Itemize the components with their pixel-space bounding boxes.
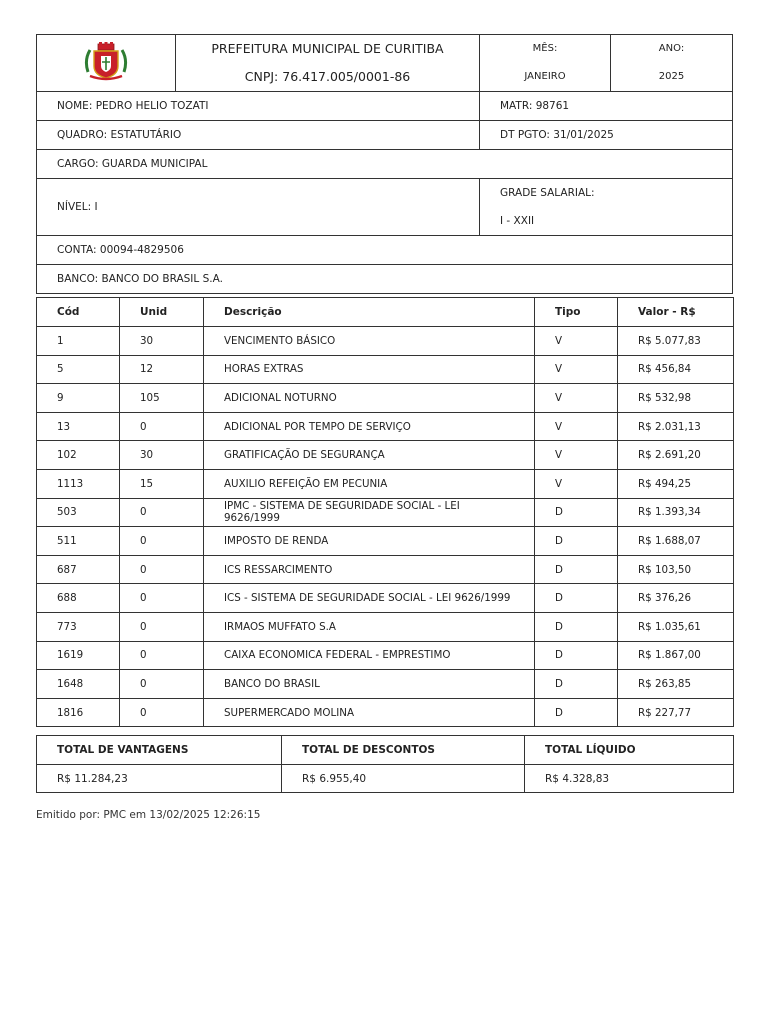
table-row	[37, 527, 734, 556]
bank-account: CONTA: 00094-4829506	[37, 236, 733, 265]
table-row	[37, 498, 734, 527]
item-unid: 0	[120, 527, 204, 556]
table-row	[37, 555, 734, 584]
item-valor: R$ 5.077,83	[618, 327, 734, 356]
item-descricao: SUPERMERCADO MOLINA	[204, 698, 535, 727]
totals-table	[36, 735, 734, 793]
item-descricao: GRATIFICAÇÃO DE SEGURANÇA	[204, 441, 535, 470]
item-cod: 773	[37, 612, 120, 641]
item-valor: R$ 1.688,07	[618, 527, 734, 556]
item-cod: 13	[37, 412, 120, 441]
item-valor: R$ 1.393,34	[618, 498, 734, 527]
item-tipo: D	[535, 527, 618, 556]
item-cod: 1619	[37, 641, 120, 670]
header-table	[36, 34, 733, 294]
item-tipo: D	[535, 498, 618, 527]
payment-date: DT PGTO: 31/01/2025	[480, 121, 733, 150]
employee-cargo: CARGO: GUARDA MUNICIPAL	[37, 150, 733, 179]
item-valor: R$ 2.691,20	[618, 441, 734, 470]
item-cod: 1	[37, 327, 120, 356]
item-descricao: VENCIMENTO BÁSICO	[204, 327, 535, 356]
item-cod: 9	[37, 384, 120, 413]
year-cell	[611, 35, 733, 92]
item-cod: 687	[37, 555, 120, 584]
table-row	[37, 441, 734, 470]
item-unid: 0	[120, 698, 204, 727]
bank-name: BANCO: BANCO DO BRASIL S.A.	[37, 265, 733, 294]
year-value: 2025	[658, 71, 685, 82]
item-valor: R$ 2.031,13	[618, 412, 734, 441]
total-descontos-value: R$ 6.955,40	[282, 765, 525, 793]
total-liquido-value: R$ 4.328,83	[525, 765, 734, 793]
item-unid: 0	[120, 498, 204, 527]
item-descricao: ADICIONAL POR TEMPO DE SERVIÇO	[204, 412, 535, 441]
item-descricao: BANCO DO BRASIL	[204, 670, 535, 699]
item-descricao: ICS - SISTEMA DE SEGURIDADE SOCIAL - LEI 9626/1999	[204, 584, 535, 613]
month-cell	[480, 35, 611, 92]
salary-grade-label: GRADE SALARIAL:	[500, 187, 595, 199]
item-tipo: D	[535, 698, 618, 727]
item-cod: 102	[37, 441, 120, 470]
item-descricao: ICS RESSARCIMENTO	[204, 555, 535, 584]
month-label: MÊS:	[532, 43, 558, 54]
total-liquido-label: TOTAL LÍQUIDO	[525, 736, 734, 765]
month-value: JANEIRO	[524, 71, 566, 82]
item-valor: R$ 494,25	[618, 469, 734, 498]
employee-name: NOME: PEDRO HELIO TOZATI	[37, 92, 480, 121]
table-row	[37, 384, 734, 413]
logo-cell	[37, 35, 176, 92]
item-valor: R$ 376,26	[618, 584, 734, 613]
item-unid: 0	[120, 412, 204, 441]
item-tipo: D	[535, 670, 618, 699]
table-row	[37, 698, 734, 727]
table-row	[37, 612, 734, 641]
table-row	[37, 584, 734, 613]
item-tipo: V	[535, 355, 618, 384]
table-row	[37, 355, 734, 384]
item-tipo: V	[535, 412, 618, 441]
item-cod: 5	[37, 355, 120, 384]
item-descricao: ADICIONAL NOTURNO	[204, 384, 535, 413]
employee-matr: MATR: 98761	[480, 92, 733, 121]
item-descricao: CAIXA ECONOMICA FEDERAL - EMPRESTIMO	[204, 641, 535, 670]
item-valor: R$ 532,98	[618, 384, 734, 413]
table-row	[37, 327, 734, 356]
emission-footer: Emitido por: PMC em 13/02/2025 12:26:15	[36, 809, 261, 821]
item-cod: 511	[37, 527, 120, 556]
item-unid: 30	[120, 327, 204, 356]
items-table	[36, 297, 734, 727]
header-tipo: Tipo	[535, 298, 618, 327]
item-descricao: IRMAOS MUFFATO S.A	[204, 612, 535, 641]
header-cod: Cód	[37, 298, 120, 327]
item-valor: R$ 456,84	[618, 355, 734, 384]
item-descricao: AUXILIO REFEIÇÃO EM PECUNIA	[204, 469, 535, 498]
item-tipo: D	[535, 584, 618, 613]
municipality-name: PREFEITURA MUNICIPAL DE CURITIBA	[211, 41, 444, 56]
item-unid: 0	[120, 641, 204, 670]
item-unid: 105	[120, 384, 204, 413]
employee-nivel: NÍVEL: I	[37, 179, 480, 236]
table-row	[37, 412, 734, 441]
total-vantagens-label: TOTAL DE VANTAGENS	[37, 736, 282, 765]
item-valor: R$ 1.035,61	[618, 612, 734, 641]
item-unid: 30	[120, 441, 204, 470]
curitiba-coat-of-arms-icon	[84, 42, 128, 82]
table-row	[37, 670, 734, 699]
municipality-cell	[176, 35, 480, 92]
item-cod: 1648	[37, 670, 120, 699]
item-valor: R$ 103,50	[618, 555, 734, 584]
item-tipo: D	[535, 612, 618, 641]
table-row	[37, 641, 734, 670]
header-descricao: Descrição	[204, 298, 535, 327]
item-cod: 503	[37, 498, 120, 527]
employee-quadro: QUADRO: ESTATUTÁRIO	[37, 121, 480, 150]
item-valor: R$ 263,85	[618, 670, 734, 699]
items-body	[37, 327, 734, 727]
cnpj: CNPJ: 76.417.005/0001-86	[244, 69, 411, 84]
item-tipo: V	[535, 469, 618, 498]
item-tipo: V	[535, 384, 618, 413]
item-unid: 0	[120, 670, 204, 699]
item-unid: 0	[120, 555, 204, 584]
total-descontos-label: TOTAL DE DESCONTOS	[282, 736, 525, 765]
item-valor: R$ 1.867,00	[618, 641, 734, 670]
item-unid: 15	[120, 469, 204, 498]
item-tipo: D	[535, 641, 618, 670]
year-label: ANO:	[658, 43, 685, 54]
item-cod: 688	[37, 584, 120, 613]
item-descricao: IMPOSTO DE RENDA	[204, 527, 535, 556]
header-valor: Valor - R$	[618, 298, 734, 327]
table-row	[37, 469, 734, 498]
item-descricao: HORAS EXTRAS	[204, 355, 535, 384]
total-vantagens-value: R$ 11.284,23	[37, 765, 282, 793]
salary-grade-cell	[480, 179, 733, 236]
item-unid: 0	[120, 584, 204, 613]
item-unid: 12	[120, 355, 204, 384]
header-unid: Unid	[120, 298, 204, 327]
item-unid: 0	[120, 612, 204, 641]
item-descricao: IPMC - SISTEMA DE SEGURIDADE SOCIAL - LEI 9626/1999	[204, 498, 535, 527]
items-header-row	[37, 298, 734, 327]
item-cod: 1113	[37, 469, 120, 498]
item-tipo: D	[535, 555, 618, 584]
item-valor: R$ 227,77	[618, 698, 734, 727]
salary-grade-value: I - XXII	[500, 215, 535, 227]
item-cod: 1816	[37, 698, 120, 727]
item-tipo: V	[535, 327, 618, 356]
item-tipo: V	[535, 441, 618, 470]
